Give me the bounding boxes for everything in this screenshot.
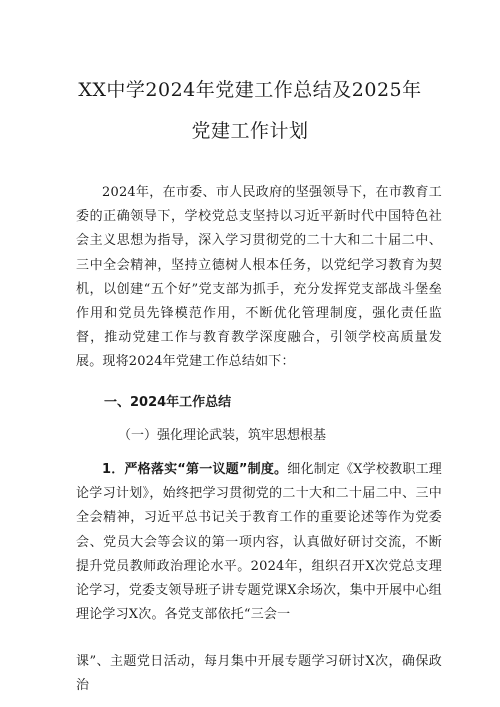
intro-paragraph: 2024年，在市委、市人民政府的坚强领导下，在市教育工委的正确领导下，学校党总支坚持以习近平新时代中国特色社会主义思想为指导，深入学习贯彻党的二十大和二十届二中、三中全会精神，坚持立德树人根本任务，以党纪学习教育为契机，以创建“五个好”党支部为抓手，充分发挥党支部战斗堡垒作用和党员先锋模范作用，不断优化管理制度，强化责任监督，推动党建工作与教育教学深度融合，引领学校高质量发展。现将2024年党建工作总结如下： — [76, 185, 442, 370]
item-text: 细化制定《X学校教职工理论学习计划》，始终把学习贯彻党的二十大和二十届二中、三中全会精神，习近平总书记关于教育工作的重要论述等作为党委会、党员大会等会议的第一项内容，认真做好研讨交流，不断提升党员教师政治理论水平。2024年，组织召开X次党总支理论学习，党委支领导班子讲专题党课X余场次，集中开展中心组理论学习X次。各党支部依托“三会一 — [76, 462, 443, 623]
section-heading: 一、2024年工作总结 — [104, 395, 232, 410]
document-title-line-1: XX中学2024年党建工作总结及2025年 — [78, 79, 422, 101]
item-label: 1．严格落实“第一议题”制度。 — [102, 462, 288, 477]
document-title-line-2: 党建工作计划 — [191, 120, 309, 142]
subsection-heading: （一）强化理论武装，筑牢思想根基 — [118, 428, 327, 443]
item-paragraph — [76, 458, 442, 627]
continuation-paragraph: 课”、主题党日活动，每月集中开展专题学习研讨X次，确保政治 — [76, 654, 442, 694]
